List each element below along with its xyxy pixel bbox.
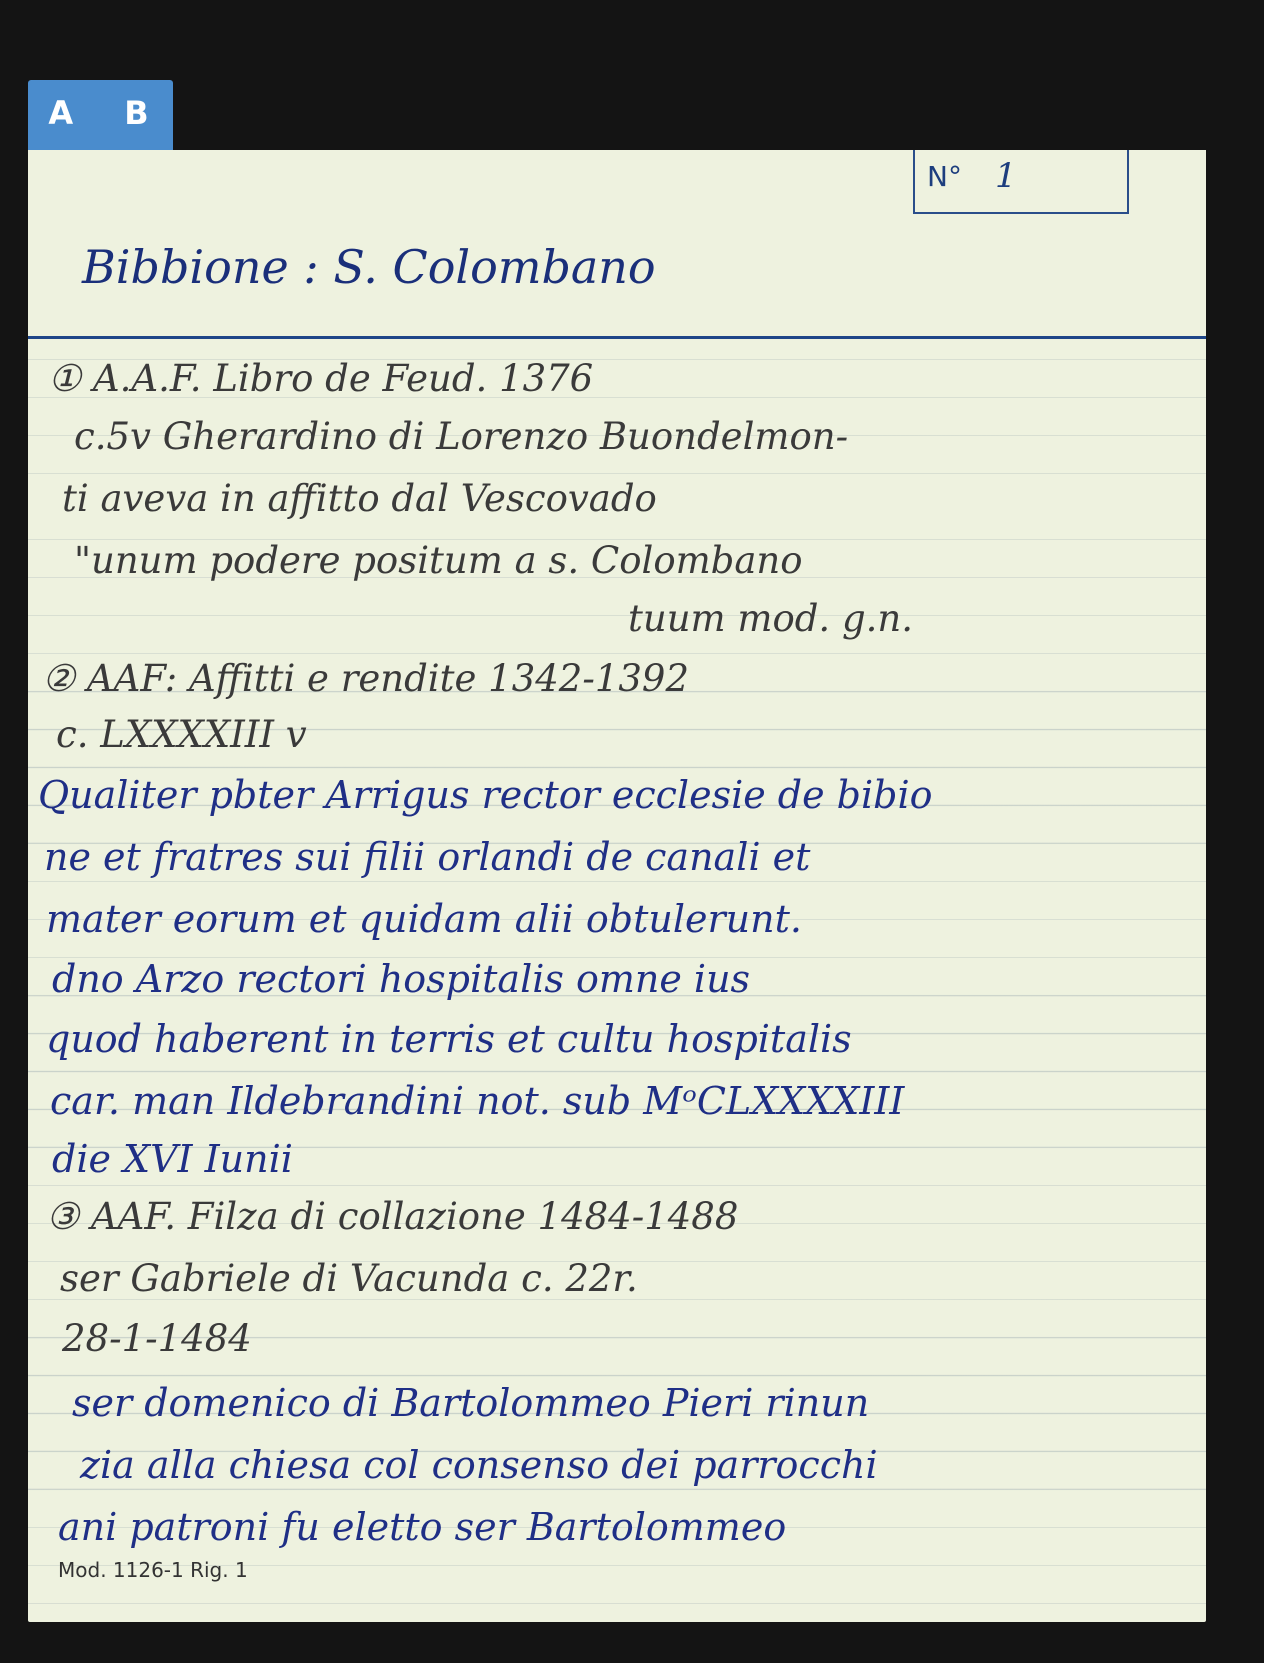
entry-line: ① A.A.F. Libro de Feud. 1376 [48,357,594,400]
number-label: N° [927,160,962,193]
card-number-box [913,150,1129,214]
index-card [28,150,1206,1622]
entry-line: 28-1-1484 [62,1317,252,1360]
entry-line: tuum mod. g.n. [628,597,913,640]
entry-line: ③ AAF. Filza di collazione 1484-1488 [46,1195,739,1238]
entry-line: die XVI Iunii [52,1137,293,1181]
entry-line: dno Arzo rectori hospitalis omne ius [52,957,751,1001]
entry-line: ani patroni fu eletto ser Bartolommeo [58,1505,787,1549]
card-form-code: Mod. 1126-1 Rig. 1 [58,1558,248,1582]
header-rule [28,336,1206,339]
entry-line: car. man Ildebrandini not. sub MᵒCLXXXXIII [50,1079,905,1123]
entry-line: Qualiter pbter Arrigus rector ecclesie de bibio [38,773,933,817]
entry-line: ② AAF: Affitti e rendite 1342-1392 [42,657,689,700]
card-number: 1 [995,156,1017,196]
entry-line: ti aveva in affitto dal Vescovado [62,477,657,520]
entry-line: ser Gabriele di Vacunda c. 22r. [60,1257,638,1300]
entry-line: ser domenico di Bartolommeo Pieri rinun [72,1381,870,1425]
card-title: Bibbione : S. Colombano [82,240,656,294]
entry-line: c.5v Gherardino di Lorenzo Buondelmon- [74,415,849,458]
entry-line: c. LXXXXIII v [56,713,307,756]
entry-line: "unum podere positum a s. Colombano [74,539,803,582]
index-tab [28,80,173,152]
entry-line: mater eorum et quidam alii obtulerunt. [46,897,802,941]
entry-line: ne et fratres sui filii orlandi de canali et [44,835,811,879]
entry-line: quod haberent in terris et cultu hospitalis [46,1017,852,1061]
entry-line: zia alla chiesa col consenso dei parrocchi [80,1443,878,1487]
tab-letters: A B [48,94,169,132]
